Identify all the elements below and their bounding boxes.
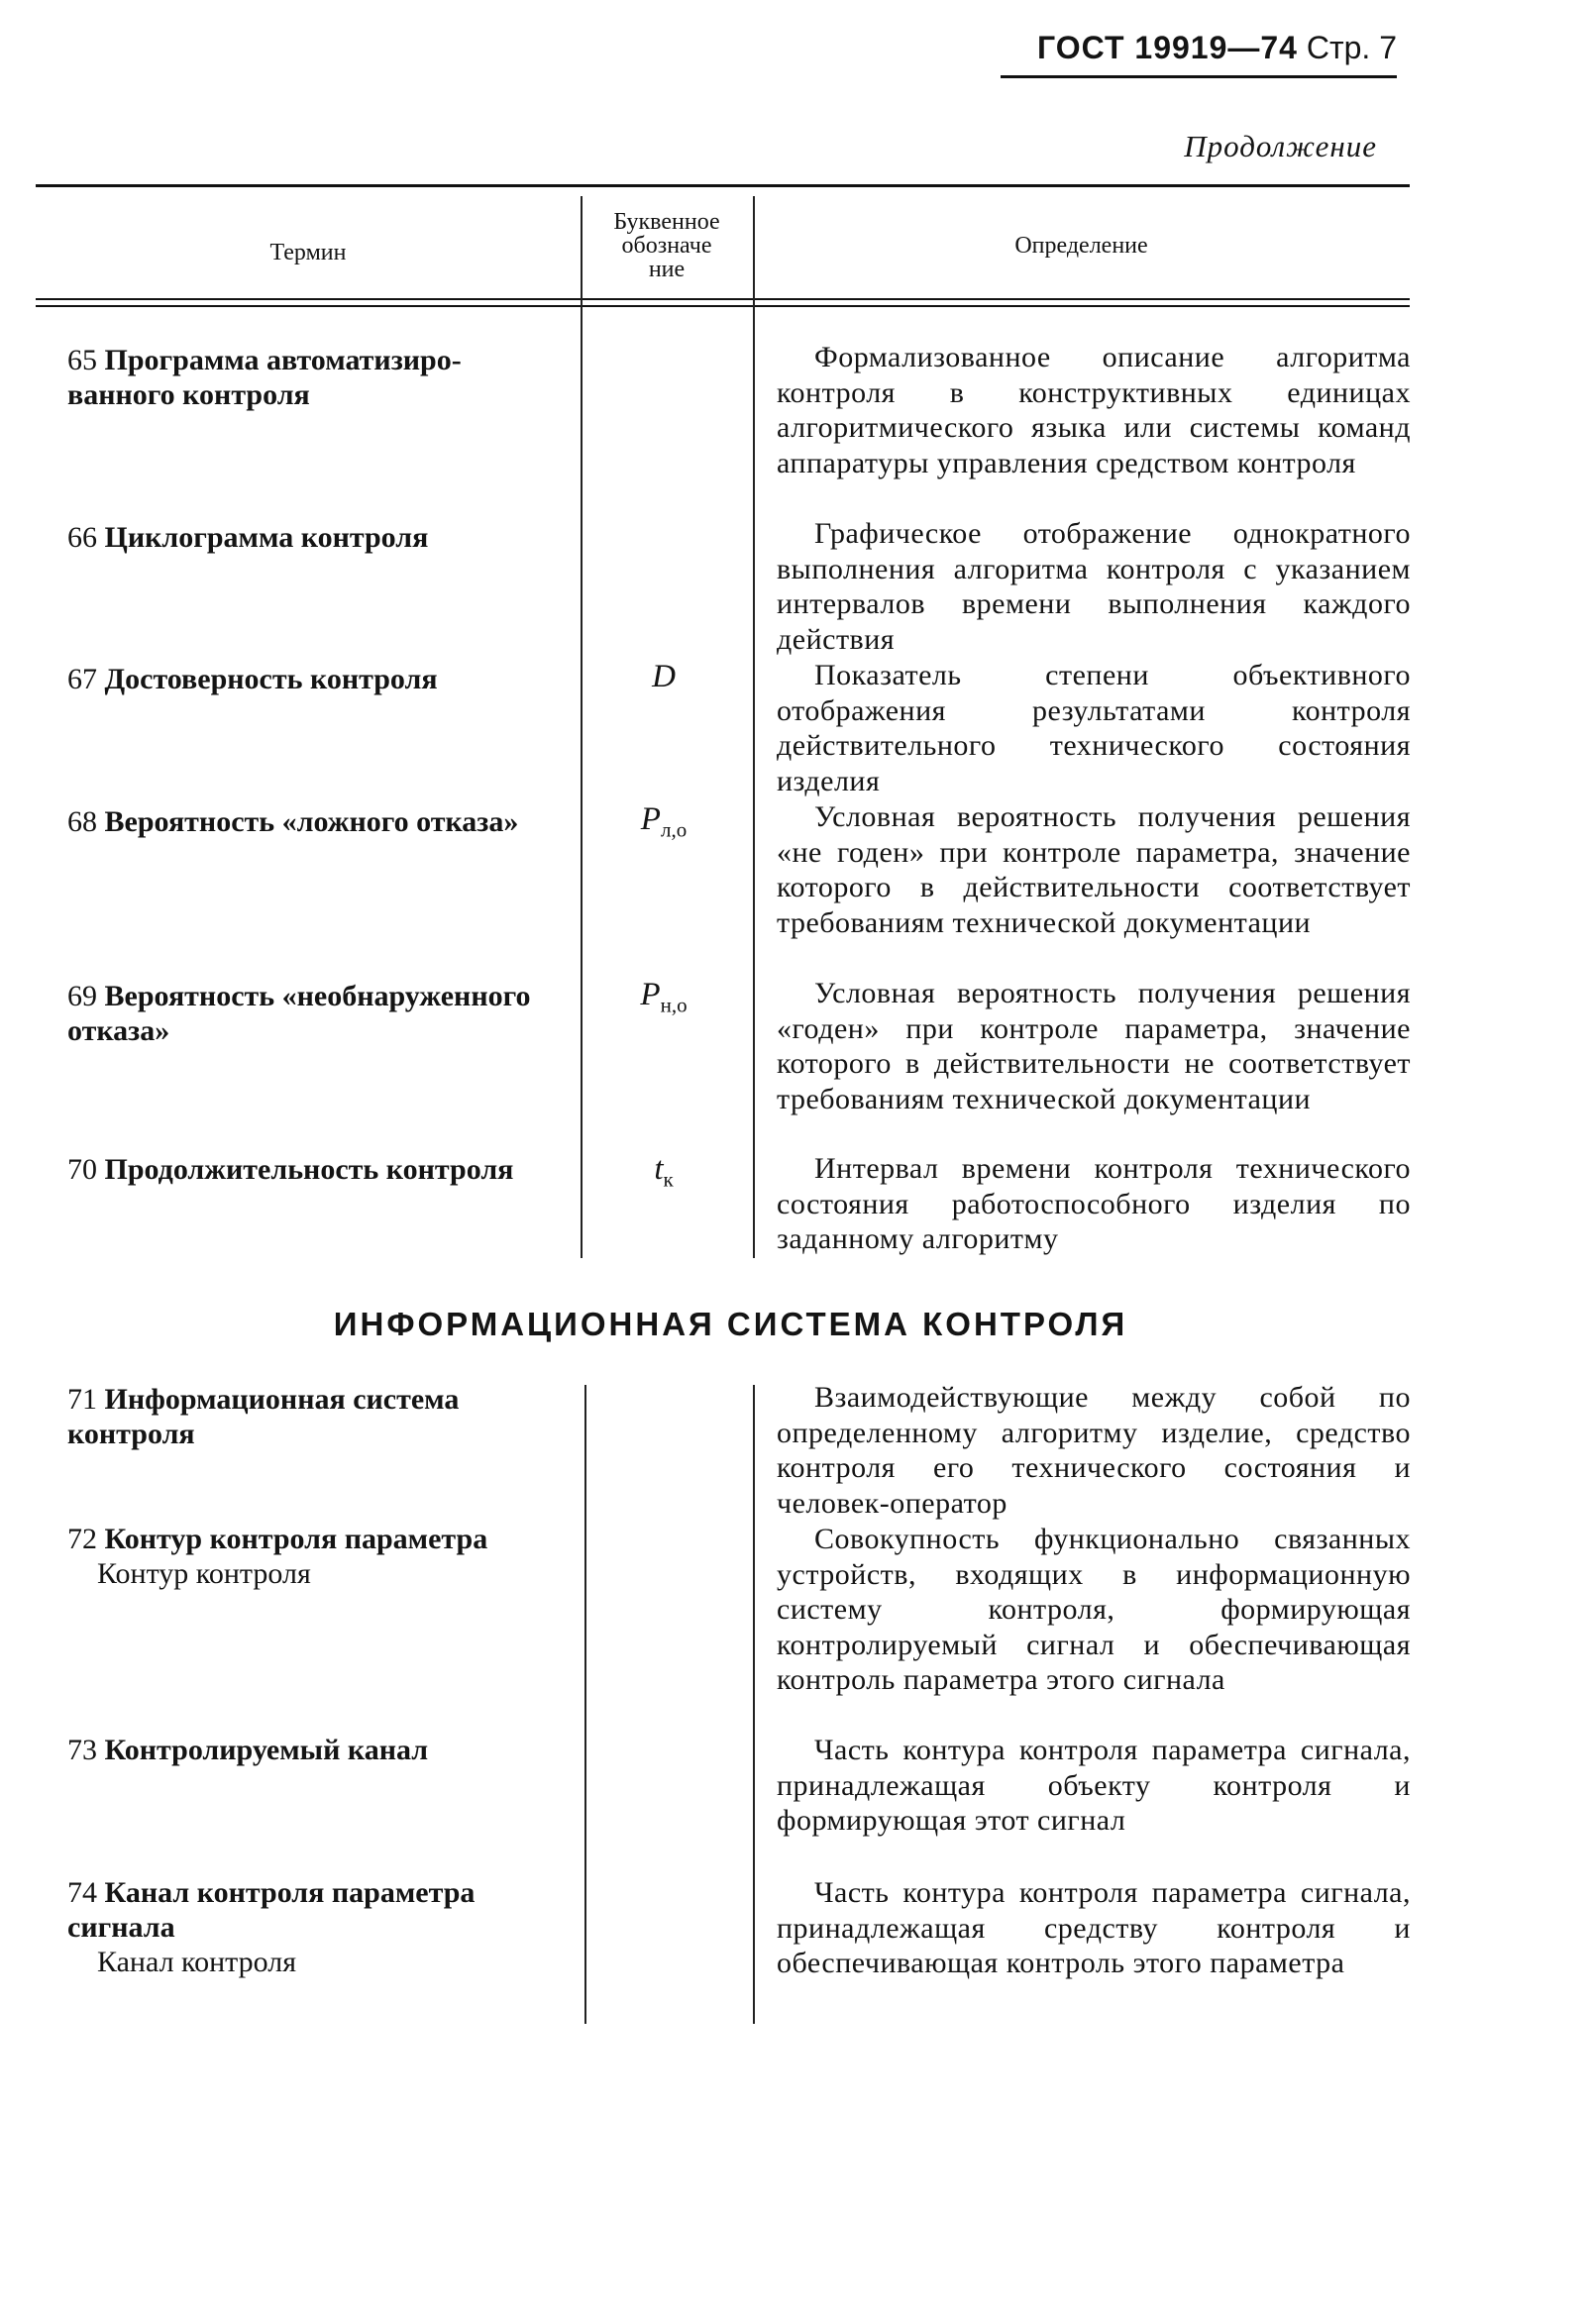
term-text xyxy=(67,520,561,555)
definition-text: Условная вероятность получения решения «годен» при контроле параметра, значение которого в действительности не соответствует требованиям технической документации xyxy=(777,977,1411,1115)
column-header-symbol-line3: ние xyxy=(648,257,686,282)
page-number: Стр. 7 xyxy=(1306,30,1397,65)
term-text xyxy=(67,1382,561,1451)
term-name: Информационная система контроля xyxy=(67,1383,460,1450)
continuation-label: Продолжение xyxy=(1184,129,1377,163)
term-definition xyxy=(777,1875,1411,1981)
term-definition xyxy=(777,340,1411,480)
column-divider xyxy=(581,196,583,1258)
term-name: Контролируемый канал xyxy=(104,1734,429,1766)
page-header xyxy=(1001,26,1397,78)
standard-number: ГОСТ 19919—74 xyxy=(1037,30,1298,65)
term-number: 72 xyxy=(67,1523,97,1555)
column-header-term: Термин xyxy=(269,240,347,265)
term-symbol xyxy=(594,1152,733,1198)
symbol-main: D xyxy=(652,659,676,694)
term-number: 74 xyxy=(67,1876,97,1909)
term-definition xyxy=(777,658,1411,798)
term-number: 71 xyxy=(67,1383,97,1416)
header-bottom-rule xyxy=(36,298,1410,300)
term-number: 73 xyxy=(67,1734,97,1766)
term-text xyxy=(67,979,561,1048)
column-divider xyxy=(584,1385,586,2024)
term-synonym: Канал контроля xyxy=(97,1946,296,1978)
symbol-sub: н,о xyxy=(660,993,688,1017)
symbol-sub: к xyxy=(663,1167,674,1192)
definition-text: Совокупность функционально связанных устройств, входящих в информационную систему контроля, формирующая контролируемый сигнал и обеспечивающая контроль параметра этого сигнала xyxy=(777,1523,1411,1696)
definition-text: Интервал времени контроля технического состояния работоспособного изделия по заданному алгоритму xyxy=(777,1152,1411,1255)
column-header-definition: Определение xyxy=(1014,233,1148,259)
definition-text: Графическое отображение однократного выполнения алгоритма контроля с указанием интервалов времени выполнения каждого действия xyxy=(777,517,1411,656)
term-name: Циклограмма контроля xyxy=(104,521,429,554)
symbol-main: P xyxy=(640,977,661,1012)
symbol-main: P xyxy=(640,801,661,837)
term-number: 66 xyxy=(67,521,97,554)
term-name: Вероятность «ложного отказа» xyxy=(104,805,519,838)
term-name: Достоверность контроля xyxy=(104,663,438,695)
header-bottom-rule-2 xyxy=(36,305,1410,307)
term-number: 68 xyxy=(67,805,97,838)
term-definition xyxy=(777,1151,1411,1257)
table-top-rule xyxy=(36,184,1410,187)
column-header-symbol xyxy=(581,210,753,281)
term-text xyxy=(67,662,561,696)
term-name: Продолжительность контроля xyxy=(104,1153,514,1186)
term-definition xyxy=(777,1733,1411,1839)
term-number: 67 xyxy=(67,663,97,695)
term-definition xyxy=(777,799,1411,940)
term-text xyxy=(67,1733,561,1767)
symbol-sub: л,о xyxy=(660,817,688,842)
term-text xyxy=(67,1522,561,1591)
definition-text: Условная вероятность получения решения «не годен» при контроле параметра, значение которого в действительности соответствует требованиям технической документации xyxy=(777,800,1411,939)
term-symbol xyxy=(594,660,733,705)
term-definition xyxy=(777,1380,1411,1521)
column-divider xyxy=(753,1385,755,2024)
term-name: Вероятность «необнаруженного отказа» xyxy=(67,980,531,1047)
symbol-main: t xyxy=(654,1151,664,1187)
section-title: ИНФОРМАЦИОННАЯ СИСТЕМА КОНТРОЛЯ xyxy=(333,1306,1128,1342)
term-name: Программа автоматизиро-ванного контроля xyxy=(67,344,462,411)
term-definition xyxy=(777,976,1411,1116)
term-number: 69 xyxy=(67,980,97,1012)
column-divider xyxy=(753,196,755,1258)
term-name: Контур контроля параметра xyxy=(104,1523,488,1555)
term-name: Канал контроля параметра сигнала xyxy=(67,1876,476,1944)
definition-text: Взаимодействующие между собой по определенному алгоритму изделие, средство контроля его технического состояния и человек-оператор xyxy=(777,1381,1411,1520)
term-definition xyxy=(777,516,1411,657)
term-symbol xyxy=(594,978,733,1023)
definition-text: Показатель степени объективного отображения результатами контроля действительного технического состояния изделия xyxy=(777,659,1411,797)
definition-text: Формализованное описание алгоритма контроля в конструктивных единицах алгоритмического языка или системы команд аппаратуры управления средством контроля xyxy=(777,341,1411,479)
term-text xyxy=(67,1875,561,1979)
definition-text: Часть контура контроля параметра сигнала, принадлежащая объекту контроля и формирующая этот сигнал xyxy=(777,1734,1411,1837)
column-header-symbol-line2: обозначе xyxy=(621,233,712,259)
term-text xyxy=(67,1152,561,1187)
column-header-symbol-line1: Буквенное xyxy=(613,209,720,235)
term-definition xyxy=(777,1522,1411,1698)
definition-text: Часть контура контроля параметра сигнала, принадлежащая средству контроля и обеспечивающая контроль этого параметра xyxy=(777,1876,1411,1979)
term-synonym: Контур контроля xyxy=(97,1557,311,1590)
term-symbol xyxy=(594,802,733,848)
term-number: 65 xyxy=(67,344,97,376)
term-number: 70 xyxy=(67,1153,97,1186)
term-text xyxy=(67,804,561,839)
term-text xyxy=(67,343,561,412)
